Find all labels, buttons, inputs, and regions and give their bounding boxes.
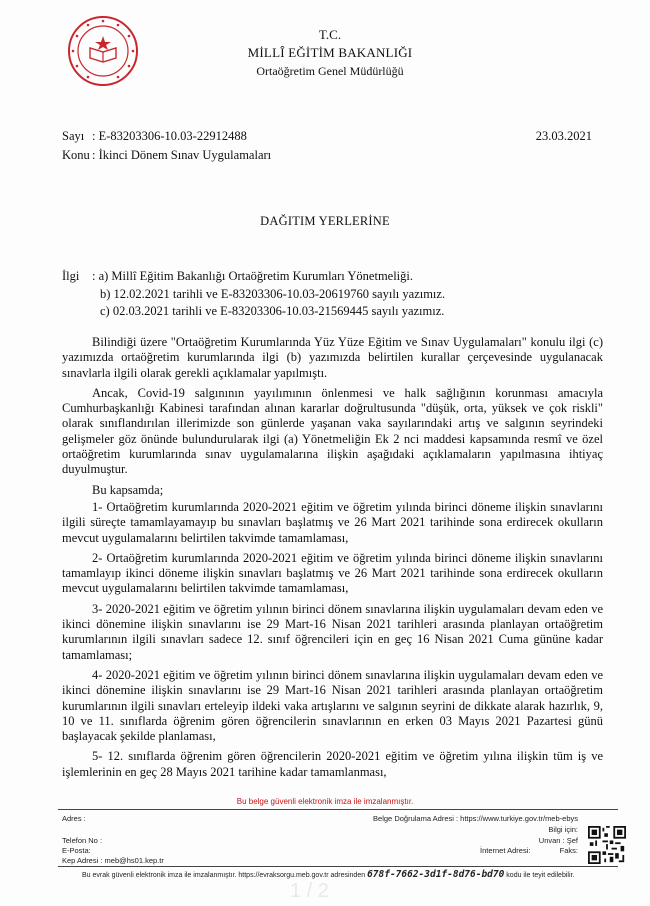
ministry-seal-logo (66, 14, 140, 88)
reference-list (62, 268, 445, 321)
header-department: Ortaöğretim Genel Müdürlüğü (256, 64, 404, 78)
reference-item (62, 268, 445, 286)
footer-phone: Telefon No : (62, 836, 103, 845)
body-paragraph: Bilindiği üzere "Ortaöğretim Kurumlarında Yüz Yüze Eğitim ve Sınav Uygulamaları" konulu ilgi (c) yazımızda ortaöğretim kurumlarında ilgi (b) yazımızda belirtilen kurallar çerçevesinde uygulanacak sınavlarla ilgili olarak gerekli açıklamalar yapılmıştı. (62, 335, 603, 380)
letter-body (62, 335, 603, 785)
footer-address: Adres : (62, 814, 86, 823)
konu-row (62, 148, 271, 163)
body-paragraph: 1- Ortaöğretim kurumlarında 2020-2021 eğitim ve öğretim yılında birinci döneme ilişkin sınavlarını ilgili süreçte tamamlayamayıp bu sınavları başlatmış ve 26 Mart 2021 tarihinde sona erdirecek okulların mevcut uygulamalarını belirtilen takvimde tamamlaması, (62, 499, 603, 545)
header-ministry: MİLLÎ EĞİTİM BAKANLIĞI (247, 45, 413, 60)
recipients-heading: DAĞITIM YERLERİNE (260, 214, 390, 228)
body-paragraph: 3- 2020-2021 eğitim ve öğretim yılının birinci dönem sınavlarına ilişkin uygulamaları devam eden ve ikinci dönemine ilişkin sınavlarını ise 29 Mart-16 Nisan 2021 tarihleri arasında planlayan ortaöğretim kurumlarının ilgili sınavları sadece 12. sınıf öğrencileri için en geç 16 Nisan 2021 Cuma gününe kadar tamamlaması; (62, 601, 603, 662)
reference-text: : a) Millî Eğitim Bakanlığı Ortaöğretim Kurumları Yönetmeliği. (92, 269, 414, 283)
reference-item (62, 286, 445, 304)
body-paragraph: 4- 2020-2021 eğitim ve öğretim yılının birinci dönem sınavlarına ilişkin uygulamaları devam eden ve ikinci dönemine ilişkin sınavlarını ise 29 Mart-16 Nisan 2021 tarihleri arasında planlayan ortaöğretim kurumlarının ilgili sınavları erteleyip ildeki vaka artışlarını ve salgının seyrini de dikkate alarak hazırlık, 9, 10 ve 11. sınıflarda öğrenim gören öğrencilerin sınavlarının en erken 03 Mayıs 2021 Pazartesi günü başlayacak şekilde planlaması, (62, 667, 603, 744)
footer-bottom-divider (58, 866, 618, 867)
sayi-value: : E-83203306-10.03-22912488 (92, 129, 247, 143)
body-paragraph: 5- 12. sınıflarda öğrenim gören öğrencilerin 2020-2021 eğitim ve öğretim yılına ilişkin tüm iş ve işlemlerinin en geç 28 Mayıs 2021 tarihine kadar tamamlanması, (62, 749, 603, 779)
footer-divider (58, 809, 618, 810)
e-signature-note: Bu belge güvenli elektronik imza ile imzalanmıştır. (236, 797, 414, 806)
document-date: 23.03.2021 (535, 129, 592, 143)
page-number-watermark: 1 / 2 (290, 880, 329, 902)
footer-kep: Kep Adresi : meb@hs01.kep.tr (62, 856, 164, 865)
header-tc: T.C. (318, 27, 342, 42)
verification-text: Bu evrak güvenli elektronik imza ile imzalanmıştır. https://evraksorgu.meb.gov.tr adresinden (82, 872, 366, 879)
body-paragraph: Bu kapsamda; (92, 482, 164, 497)
reference-text: c) 02.03.2021 tarihli ve E-83203306-10.03-21569445 sayılı yazımız. (100, 304, 445, 318)
ilgi-label: İlgi (62, 269, 80, 283)
footer-title: Unvan : Şef (538, 836, 578, 845)
reference-text: b) 12.02.2021 tarihli ve E-83203306-10.03-20619760 sayılı yazımız. (100, 286, 446, 301)
footer-info: Bilgi için: (548, 825, 578, 834)
verification-suffix: kodu ile teyit edilebilir. (506, 872, 575, 879)
sayi-row (62, 129, 247, 144)
body-paragraph: Ancak, Covid-19 salgınının yayılımının önlenmesi ve halk sağlığının korunması amacıyla Cumhurbaşkanlığı Kabinesi tarafından alınan kararlar doğrultusunda "düşük, orta, yüksek ve çok riskli" olarak sınıflandırılan illerimizde son günlerde yaşanan vaka sayılarındaki artış ve salgının seyrindeki gelişmeler göz önünde bulundurularak ilgi (a) Yönetmeliğin Ek 2 nci maddesi kapsamında resmî ve özel ortaöğretim kurumlarında sınav uygulamalarına ilişkin aşağıdaki açıklamaların yapılmasına ihtiyaç duyulmuştur. (62, 385, 603, 477)
sayi-label: Sayı (62, 129, 85, 143)
footer-internet: İnternet Adresi: (480, 846, 531, 855)
qr-code-icon (588, 826, 626, 864)
footer-verify-address: Belge Doğrulama Adresi : https://www.turkiye.gov.tr/meb-ebys (373, 814, 578, 823)
footer-fax: Faks: (559, 846, 578, 855)
letterhead (180, 26, 480, 80)
body-paragraph: 2- Ortaöğretim kurumlarında 2020-2021 eğitim ve öğretim yılında birinci döneme ilişkin sınavlarını tamamlayıp ikinci döneme ilişkin sınavları başlatmış ve 26 Mart 2021 tarihinde sona erdirecek okulların mevcut uygulamalarını belirtilen takvimde tamamlaması, (62, 550, 603, 596)
verification-code: 678f-7662-3d1f-8d76-bd70 (367, 869, 505, 880)
konu-label: Konu (62, 148, 90, 162)
konu-value: : İkinci Dönem Sınav Uygulamaları (92, 148, 272, 162)
footer-email: E-Posta: (62, 846, 91, 855)
reference-item (62, 303, 445, 321)
verification-line (82, 869, 574, 880)
